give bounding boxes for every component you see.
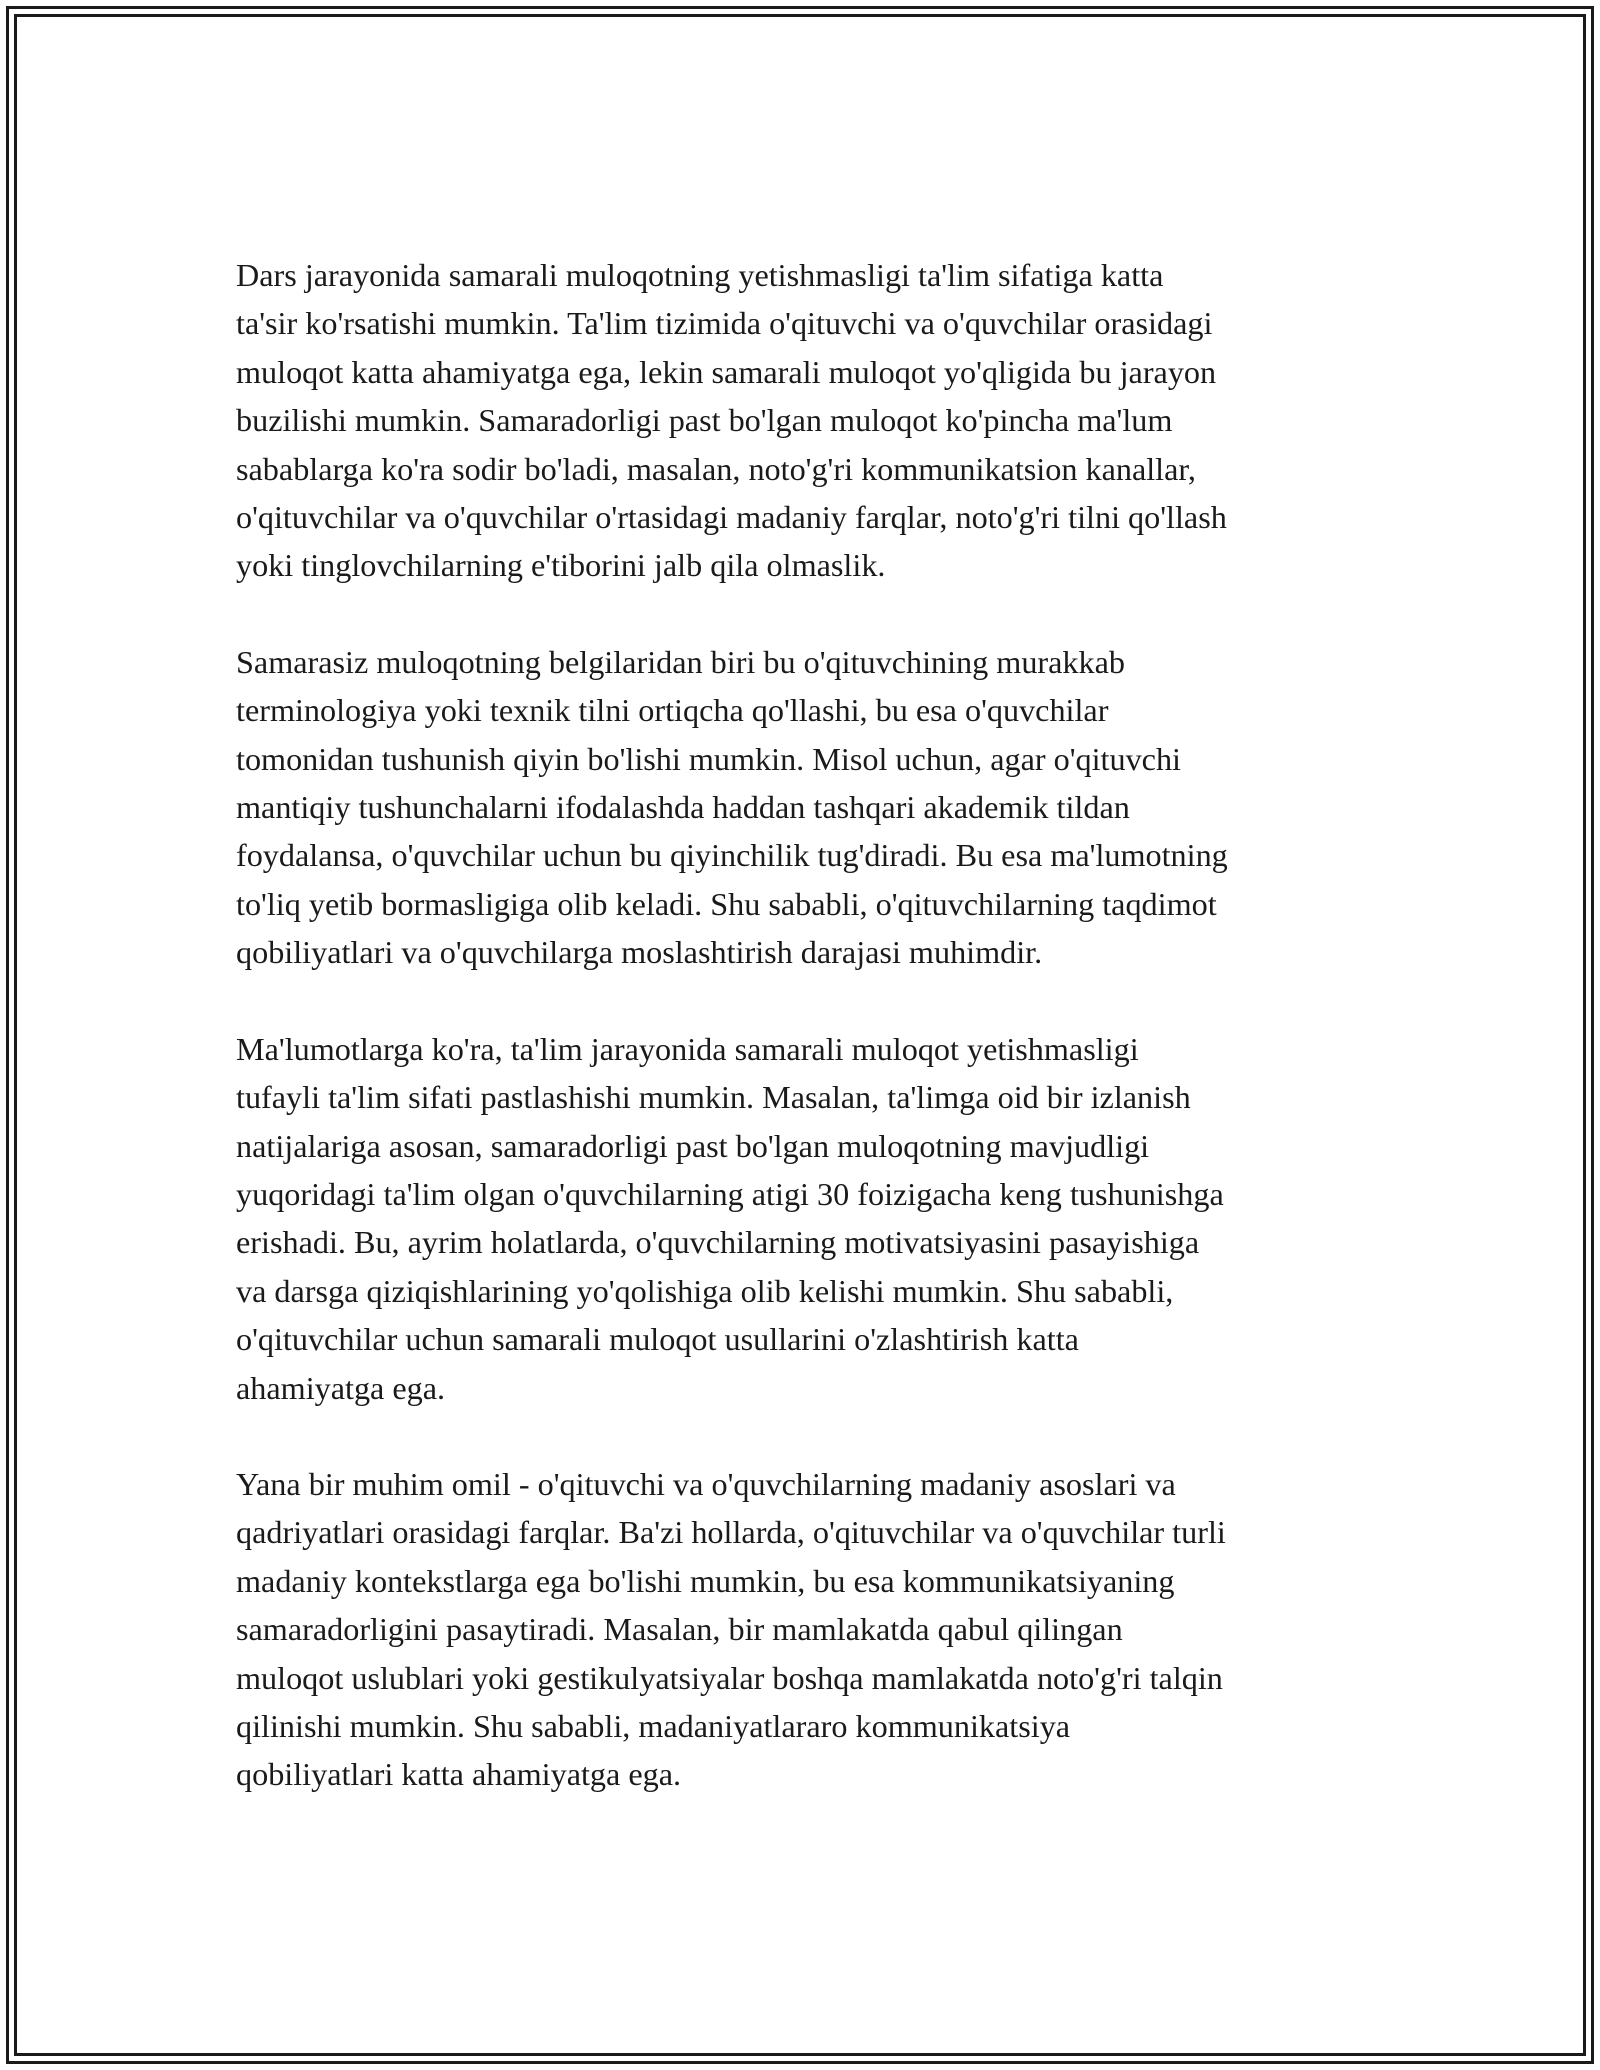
document-body bbox=[236, 251, 1366, 1847]
paragraph-2: Samarasiz muloqotning belgilaridan biri bu o'qituvchining murakkab terminologiya yoki texnik tilni ortiqcha qo'llashi, bu esa o'quvchilar tomonidan tushunish qiyin bo'lishi mumkin. Misol uchun, agar o'qituvchi mantiqiy tushunchalarni ifodalashda haddan tashqari akademik tildan foydalansa, o'quvchilar uchun bu qiyinchilik tug'diradi. Bu esa ma'lumotning to'liq yetib bormasligiga olib keladi. Shu sababli, o'qituvchilarning taqdimot qobiliyatlari va o'quvchilarga moslashtirish darajasi muhimdir. bbox=[236, 643, 1228, 971]
paragraph-4: Yana bir muhim omil - o'qituvchi va o'quvchilarning madaniy asoslari va qadriyatlari orasidagi farqlar. Ba'zi hollarda, o'qituvchilar va o'quvchilar turli madaniy kontekstlarga ega bo'lishi mumkin, bu esa kommunikatsiyaning samaradorligini pasaytiradi. Masalan, bir mamlakatda qabul qilingan muloqot uslublari yoki gestikulyatsiyalar boshqa mamlakatda noto'g'ri talqin qilinishi mumkin. Shu sababli, madaniyatlararo kommunikatsiya qobiliyatlari katta ahamiyatga ega. bbox=[236, 1465, 1226, 1793]
paragraph-1: Dars jarayonida samarali muloqotning yetishmasligi ta'lim sifatiga katta ta'sir ko'rsatishi mumkin. Ta'lim tizimida o'qituvchi va o'quvchilar orasidagi muloqot katta ahamiyatga ega, lekin samarali muloqot yo'qligida bu jarayon buzilishi mumkin. Samaradorligi past bo'lgan muloqot ko'pincha ma'lum sabablarga ko'ra sodir bo'ladi, masalan, noto'g'ri kommunikatsion kanallar, o'qituvchilar va o'quvchilar o'rtasidagi madaniy farqlar, noto'g'ri tilni qo'llash yoki tinglovchilarning e'tiborini jalb qila olmaslik. bbox=[236, 257, 1227, 584]
paragraph-3: Ma'lumotlarga ko'ra, ta'lim jarayonida samarali muloqot yetishmasligi tufayli ta'lim sifati pastlashishi mumkin. Masalan, ta'limga oid bir izlanish natijalariga asosan, samaradorligi past bo'lgan muloqotning mavjudligi yuqoridagi ta'lim olgan o'quvchilarning atigi 30 foizigacha keng tushunishga erishadi. Bu, ayrim holatlarda, o'quvchilarning motivatsiyasini pasayishiga va darsga qiziqishlarining yo'qolishiga olib kelishi mumkin. Shu sababli, o'qituvchilar uchun samarali muloqot usullarini o'zlashtirish katta ahamiyatga ega. bbox=[236, 1030, 1224, 1406]
